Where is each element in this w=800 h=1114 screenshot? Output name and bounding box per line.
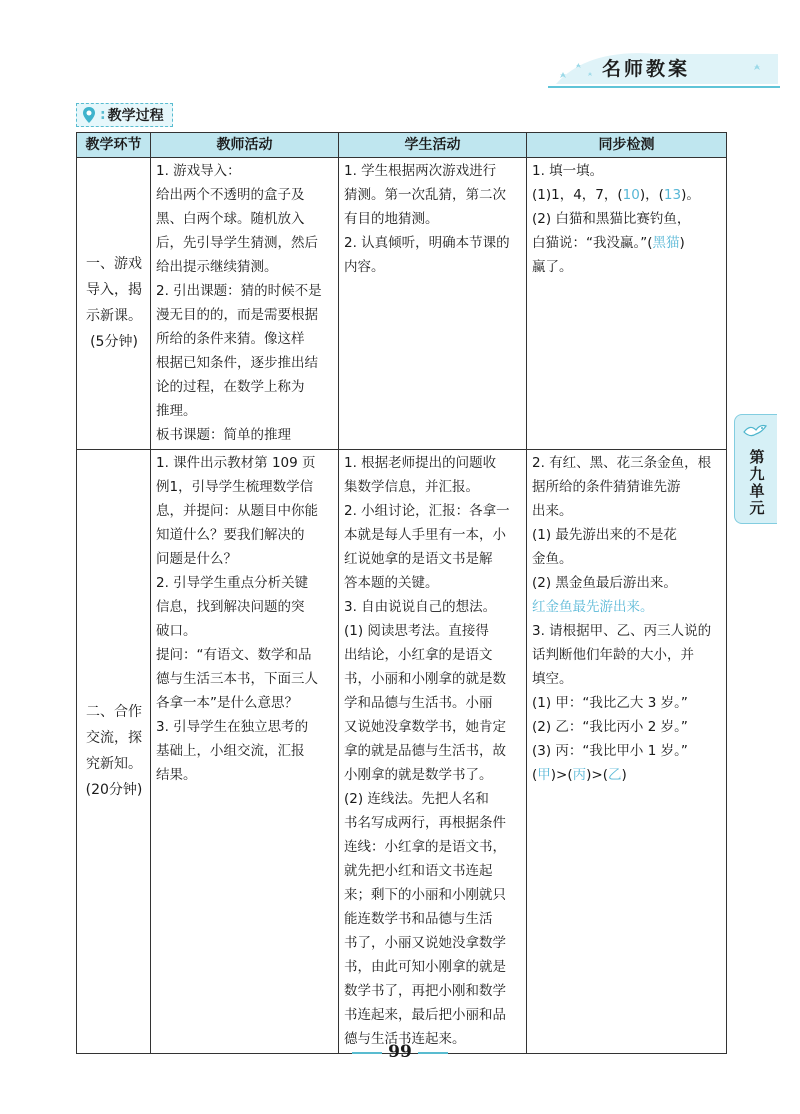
- table-row: [77, 158, 727, 450]
- text-line: 德与生活三本书，下面三人: [156, 671, 318, 687]
- text-line: 板书课题：简单的推理: [156, 427, 291, 443]
- answer-text: 乙: [608, 767, 622, 783]
- text-fragment: ): [621, 767, 627, 783]
- answer-text: 丙: [572, 767, 587, 783]
- text-line: 来；剩下的小丽和小刚就只: [344, 887, 506, 903]
- stage-line: 究新知。: [86, 756, 142, 772]
- text-line: 本就是每人手里有一本，小: [344, 527, 506, 543]
- text-line: 填空。: [532, 671, 573, 687]
- text-line: [532, 763, 722, 787]
- text-line: 1. 游戏导入：: [156, 163, 241, 179]
- text-line: 小刚拿的就是数学书了。: [344, 767, 493, 783]
- text-line: 书名写成两行，再根据条件: [344, 815, 506, 831]
- text-line: 德与生活书连起来。: [344, 1031, 466, 1047]
- stage-line: (5分钟): [90, 334, 138, 350]
- text-line: 1. 根据老师提出的问题收: [344, 455, 497, 471]
- section-tag: [76, 103, 173, 127]
- text-line: 所给的条件来猜。像这样: [156, 331, 305, 347]
- teacher-cell: [151, 450, 339, 1054]
- header-rule: [548, 86, 780, 88]
- text-line: 出来。: [532, 503, 573, 519]
- text-line: 连线：小红拿的是语文书，: [344, 839, 506, 855]
- text-line: 信息，找到解决问题的突: [156, 599, 305, 615]
- text-line: 猜测。第一次乱猜，第二次: [344, 187, 506, 203]
- text-line: 话判断他们年龄的大小，并: [532, 647, 694, 663]
- stage-line: (20分钟): [85, 782, 143, 798]
- student-cell: [339, 158, 527, 450]
- unit-label: 第九单元: [749, 448, 765, 517]
- text-line: [532, 183, 722, 207]
- teacher-cell: [151, 158, 339, 450]
- text-line: 有目的地猜测。: [344, 211, 439, 227]
- footer-dash-right: [418, 1052, 448, 1054]
- answer-text: 甲: [537, 767, 551, 783]
- text-line: 红说她拿的是语文书是解: [344, 551, 493, 567]
- text-fragment: (1)1，4，7，(: [532, 187, 623, 203]
- text-line: 2. 引出课题：猜的时候不是: [156, 283, 322, 299]
- text-line: 书连起来，最后把小丽和品: [344, 1007, 506, 1023]
- text-fragment: )>(: [550, 767, 573, 783]
- text-line: 2. 认真倾听，明确本节课的: [344, 235, 510, 251]
- colon-dots-icon: :: [100, 107, 106, 123]
- text-line: 数学书了，再把小刚和数学: [344, 983, 506, 999]
- text-line: 漫无目的的，而是需要根据: [156, 307, 318, 323]
- stage-line: 示新课。: [86, 308, 142, 324]
- stage-line: 二、合作: [86, 704, 142, 720]
- answer-text: 黑猫: [652, 235, 680, 251]
- text-line: 根据已知条件，逐步推出结: [156, 355, 318, 371]
- answer-text: 13: [663, 187, 682, 203]
- text-line: (1) 阅读思考法。直接得: [344, 623, 489, 639]
- text-line: 给出两个不透明的盒子及: [156, 187, 305, 203]
- stage-cell: [77, 158, 151, 450]
- text-line: 又说她没拿数学书，她肯定: [344, 719, 506, 735]
- page-number-footer: [0, 1042, 800, 1062]
- text-line: 集数学信息，并汇报。: [344, 479, 479, 495]
- text-fragment: )，(: [639, 187, 664, 203]
- text-line: 2. 有红、黑、花三条金鱼，根: [532, 455, 712, 471]
- text-line: 1. 课件出示教材第 109 页: [156, 455, 316, 471]
- stage-cell: [77, 450, 151, 1054]
- check-cell: [527, 450, 727, 1054]
- text-fragment: 白猫说：“我没赢。”(: [532, 235, 653, 251]
- table-row: [77, 450, 727, 1054]
- header-title: 名师教案: [602, 58, 691, 80]
- section-title: 教学过程: [107, 108, 164, 124]
- text-line: 就先把小红和语文书连起: [344, 863, 493, 879]
- text-line: (1) 甲：“我比乙大 3 岁。”: [532, 695, 688, 711]
- answer-text: 红金鱼最先游出来。: [532, 599, 654, 615]
- text-fragment: )。: [681, 187, 700, 203]
- text-line: 书，小丽和小刚拿的就是数: [344, 671, 506, 687]
- text-line: (1) 最先游出来的不是花: [532, 527, 677, 543]
- student-cell: [339, 450, 527, 1054]
- text-line: 能连数学书和品德与生活: [344, 911, 493, 927]
- text-line: 答本题的关键。: [344, 575, 439, 591]
- text-line: 推理。: [156, 403, 197, 419]
- text-line: (2) 连线法。先把人名和: [344, 791, 489, 807]
- text-line: (3) 丙：“我比甲小 1 岁。”: [532, 743, 688, 759]
- text-line: 结果。: [156, 767, 197, 783]
- text-line: 3. 引导学生在独立思考的: [156, 719, 309, 735]
- text-line: 2. 小组讨论，汇报：各拿一: [344, 503, 510, 519]
- text-line: 破口。: [156, 623, 197, 639]
- text-line: 提问：“有语文、数学和品: [156, 647, 312, 663]
- text-line: 学和品德与生活书。小丽: [344, 695, 493, 711]
- text-line: 书，由此可知小刚拿的就是: [344, 959, 506, 975]
- text-line: 问题是什么？: [156, 551, 237, 567]
- page-number: 99: [388, 1042, 412, 1062]
- text-line: (2) 白猫和黑猫比赛钓鱼，: [532, 211, 691, 227]
- stage-line: 导入，揭: [86, 282, 142, 298]
- header-student: 学生活动: [339, 133, 527, 158]
- text-line: 息，并提问：从题目中你能: [156, 503, 318, 519]
- text-line: 1. 填一填。: [532, 163, 604, 179]
- text-line: 据所给的条件猜猜谁先游: [532, 479, 681, 495]
- table-header-row: [77, 133, 727, 158]
- check-cell: [527, 158, 727, 450]
- answer-text: 10: [622, 187, 640, 203]
- unit-side-tab: [734, 414, 777, 524]
- text-line: (2) 乙：“我比丙小 2 岁。”: [532, 719, 688, 735]
- text-line: 拿的就是品德与生活书，故: [344, 743, 506, 759]
- footer-dash-left: [352, 1052, 382, 1054]
- text-line: 各拿一本”是什么意思？: [156, 695, 298, 711]
- text-line: 给出提示继续猜测。: [156, 259, 278, 275]
- text-fragment: (: [532, 767, 538, 783]
- text-line: 3. 自由说说自己的想法。: [344, 599, 497, 615]
- stage-line: 一、游戏: [86, 256, 142, 272]
- lesson-table: [76, 132, 727, 1054]
- header-teacher: 教师活动: [151, 133, 339, 158]
- text-line: 赢了。: [532, 259, 573, 275]
- text-line: 基础上，小组交流，汇报: [156, 743, 305, 759]
- text-line: 内容。: [344, 259, 385, 275]
- text-fragment: ): [679, 235, 685, 251]
- text-line: (2) 黑金鱼最后游出来。: [532, 575, 677, 591]
- text-line: 知道什么？要我们解决的: [156, 527, 305, 543]
- text-line: 出结论，小红拿的是语文: [344, 647, 493, 663]
- text-line: [532, 231, 722, 255]
- text-line: 1. 学生根据两次游戏进行: [344, 163, 497, 179]
- header-stage: 教学环节: [77, 133, 151, 158]
- text-line: 金鱼。: [532, 551, 573, 567]
- text-line: 论的过程，在数学上称为: [156, 379, 305, 395]
- text-line: 黑、白两个球。随机放入: [156, 211, 305, 227]
- bird-icon: [742, 420, 768, 442]
- location-pin-icon: [81, 106, 97, 124]
- text-line: 书了，小丽又说她没拿数学: [344, 935, 506, 951]
- text-fragment: )>(: [586, 767, 608, 783]
- text-line: 例1，引导学生梳理数学信: [156, 479, 314, 495]
- text-line: 3. 请根据甲、乙、丙三人说的: [532, 623, 712, 639]
- header-check: 同步检测: [527, 133, 727, 158]
- text-line: 后，先引导学生猜测，然后: [156, 235, 318, 251]
- text-line: 2. 引导学生重点分析关键: [156, 575, 309, 591]
- stage-line: 交流，探: [86, 730, 142, 746]
